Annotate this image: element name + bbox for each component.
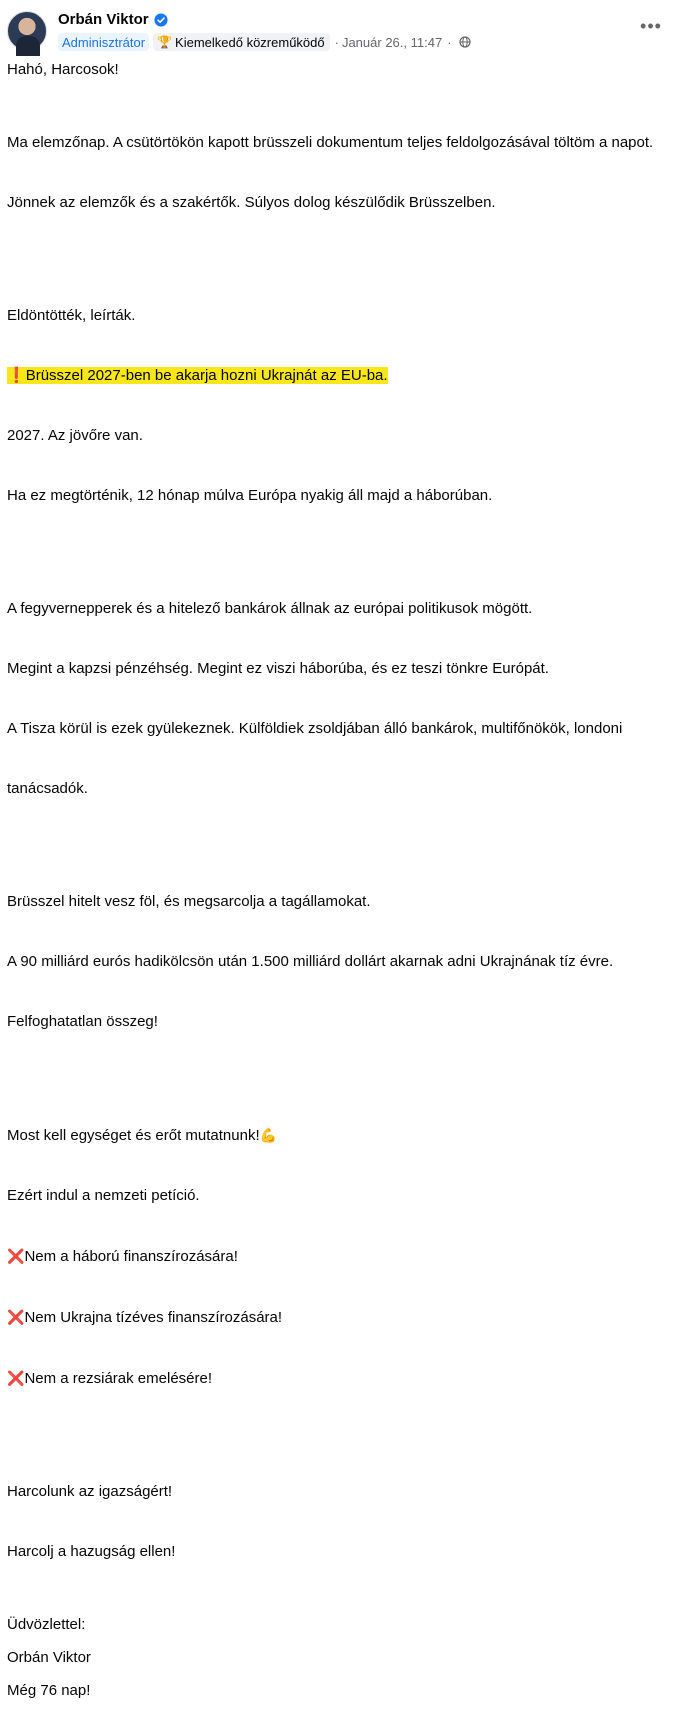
post-line: A fegyvernepperek és a hitelező bankárok állnak az európai politikusok mögött. bbox=[7, 600, 533, 617]
verified-badge-icon bbox=[154, 13, 168, 27]
post-paragraph-5 bbox=[7, 1085, 667, 1429]
admin-badge[interactable]: Adminisztrátor bbox=[58, 33, 149, 51]
contributor-badge[interactable] bbox=[153, 33, 330, 51]
post-line: Ha ez megtörténik, 12 hónap múlva Európa nyakig áll majd a háborúban. bbox=[7, 487, 493, 504]
author-avatar[interactable] bbox=[7, 11, 47, 51]
post-signature: Orbán Viktor bbox=[7, 1649, 91, 1666]
no-list-text: Nem a rezsiárak emelésére! bbox=[24, 1370, 213, 1387]
no-list-text: Nem Ukrajna tízéves finanszírozására! bbox=[24, 1309, 283, 1326]
post-line: Harcolunk az igazságért! bbox=[7, 1483, 173, 1500]
post-meta bbox=[58, 33, 471, 51]
trophy-icon: 🏆 bbox=[157, 35, 173, 49]
author-name[interactable]: Orbán Viktor bbox=[58, 11, 149, 28]
post-line: A 90 milliárd eurós hadikölcsön után 1.500 milliárd dollárt akarnak adni Ukrajnának tíz évre. bbox=[7, 953, 614, 970]
cross-mark-icon: ❌ bbox=[7, 1370, 25, 1386]
exclamation-icon: ❗ bbox=[7, 367, 26, 384]
cross-mark-icon: ❌ bbox=[7, 1248, 25, 1264]
post-closing: Üdvözlettel: bbox=[7, 1616, 86, 1633]
no-list-text: Nem a háború finanszírozására! bbox=[24, 1248, 238, 1265]
post-line: Felfoghatatlan összeg! bbox=[7, 1013, 158, 1030]
no-list-item bbox=[7, 1307, 667, 1328]
post-line: tanácsadók. bbox=[7, 780, 88, 797]
post-line bbox=[7, 1125, 667, 1146]
post-paragraph-2 bbox=[7, 266, 667, 546]
post-body bbox=[7, 60, 667, 1714]
no-list-item bbox=[7, 1246, 667, 1267]
contributor-badge-label: Kiemelkedő közreműködő bbox=[175, 34, 325, 50]
post-line-text: Most kell egységet és erőt mutatnunk! bbox=[7, 1127, 260, 1144]
meta-separator: · bbox=[334, 34, 339, 50]
post-line: 2027. Az jövőre van. bbox=[7, 427, 143, 444]
flexed-biceps-icon: 💪 bbox=[259, 1127, 278, 1143]
post-header bbox=[0, 0, 679, 60]
post-greeting: Hahó, Harcosok! bbox=[7, 61, 119, 78]
post-paragraph-1 bbox=[7, 93, 667, 253]
post-line: Brüsszel hitelt vesz föl, és megsarcolja a tagállamokat. bbox=[7, 893, 371, 910]
post-paragraph-4 bbox=[7, 852, 667, 1072]
post-line: Eldöntötték, leírták. bbox=[7, 307, 136, 324]
post-timestamp[interactable]: Január 26., 11:47 bbox=[341, 34, 443, 50]
post-line: A Tisza körül is ezek gyülekeznek. Külföldiek zsoldjában álló bankárok, multifőnökök, londoni bbox=[7, 720, 623, 737]
highlighted-line bbox=[7, 366, 667, 386]
post-line: Ezért indul a nemzeti petíció. bbox=[7, 1187, 200, 1204]
meta-separator-2: · bbox=[447, 34, 452, 50]
post-line: Jönnek az elemzők és a szakértők. Súlyos dolog készülődik Brüsszelben. bbox=[7, 194, 496, 211]
globe-icon bbox=[459, 36, 471, 48]
cross-mark-icon: ❌ bbox=[7, 1309, 25, 1325]
post-line: Megint a kapzsi pénzéhség. Megint ez viszi háborúba, és ez teszi tönkre Európát. bbox=[7, 660, 549, 677]
highlighted-text: Brüsszel 2027-ben be akarja hozni Ukrajnát az EU-ba. bbox=[25, 367, 388, 384]
post-paragraph-3 bbox=[7, 559, 667, 839]
post-line: Harcolj a hazugság ellen! bbox=[7, 1543, 176, 1560]
no-list-item bbox=[7, 1368, 667, 1389]
more-options-icon[interactable]: ••• bbox=[640, 15, 662, 36]
post-paragraph-6 bbox=[7, 1442, 667, 1602]
post-countdown: Még 76 nap! bbox=[7, 1682, 91, 1699]
author-name-row bbox=[58, 11, 168, 29]
post-line: Ma elemzőnap. A csütörtökön kapott brüsszeli dokumentum teljes feldolgozásával töltöm a napot. bbox=[7, 134, 654, 151]
